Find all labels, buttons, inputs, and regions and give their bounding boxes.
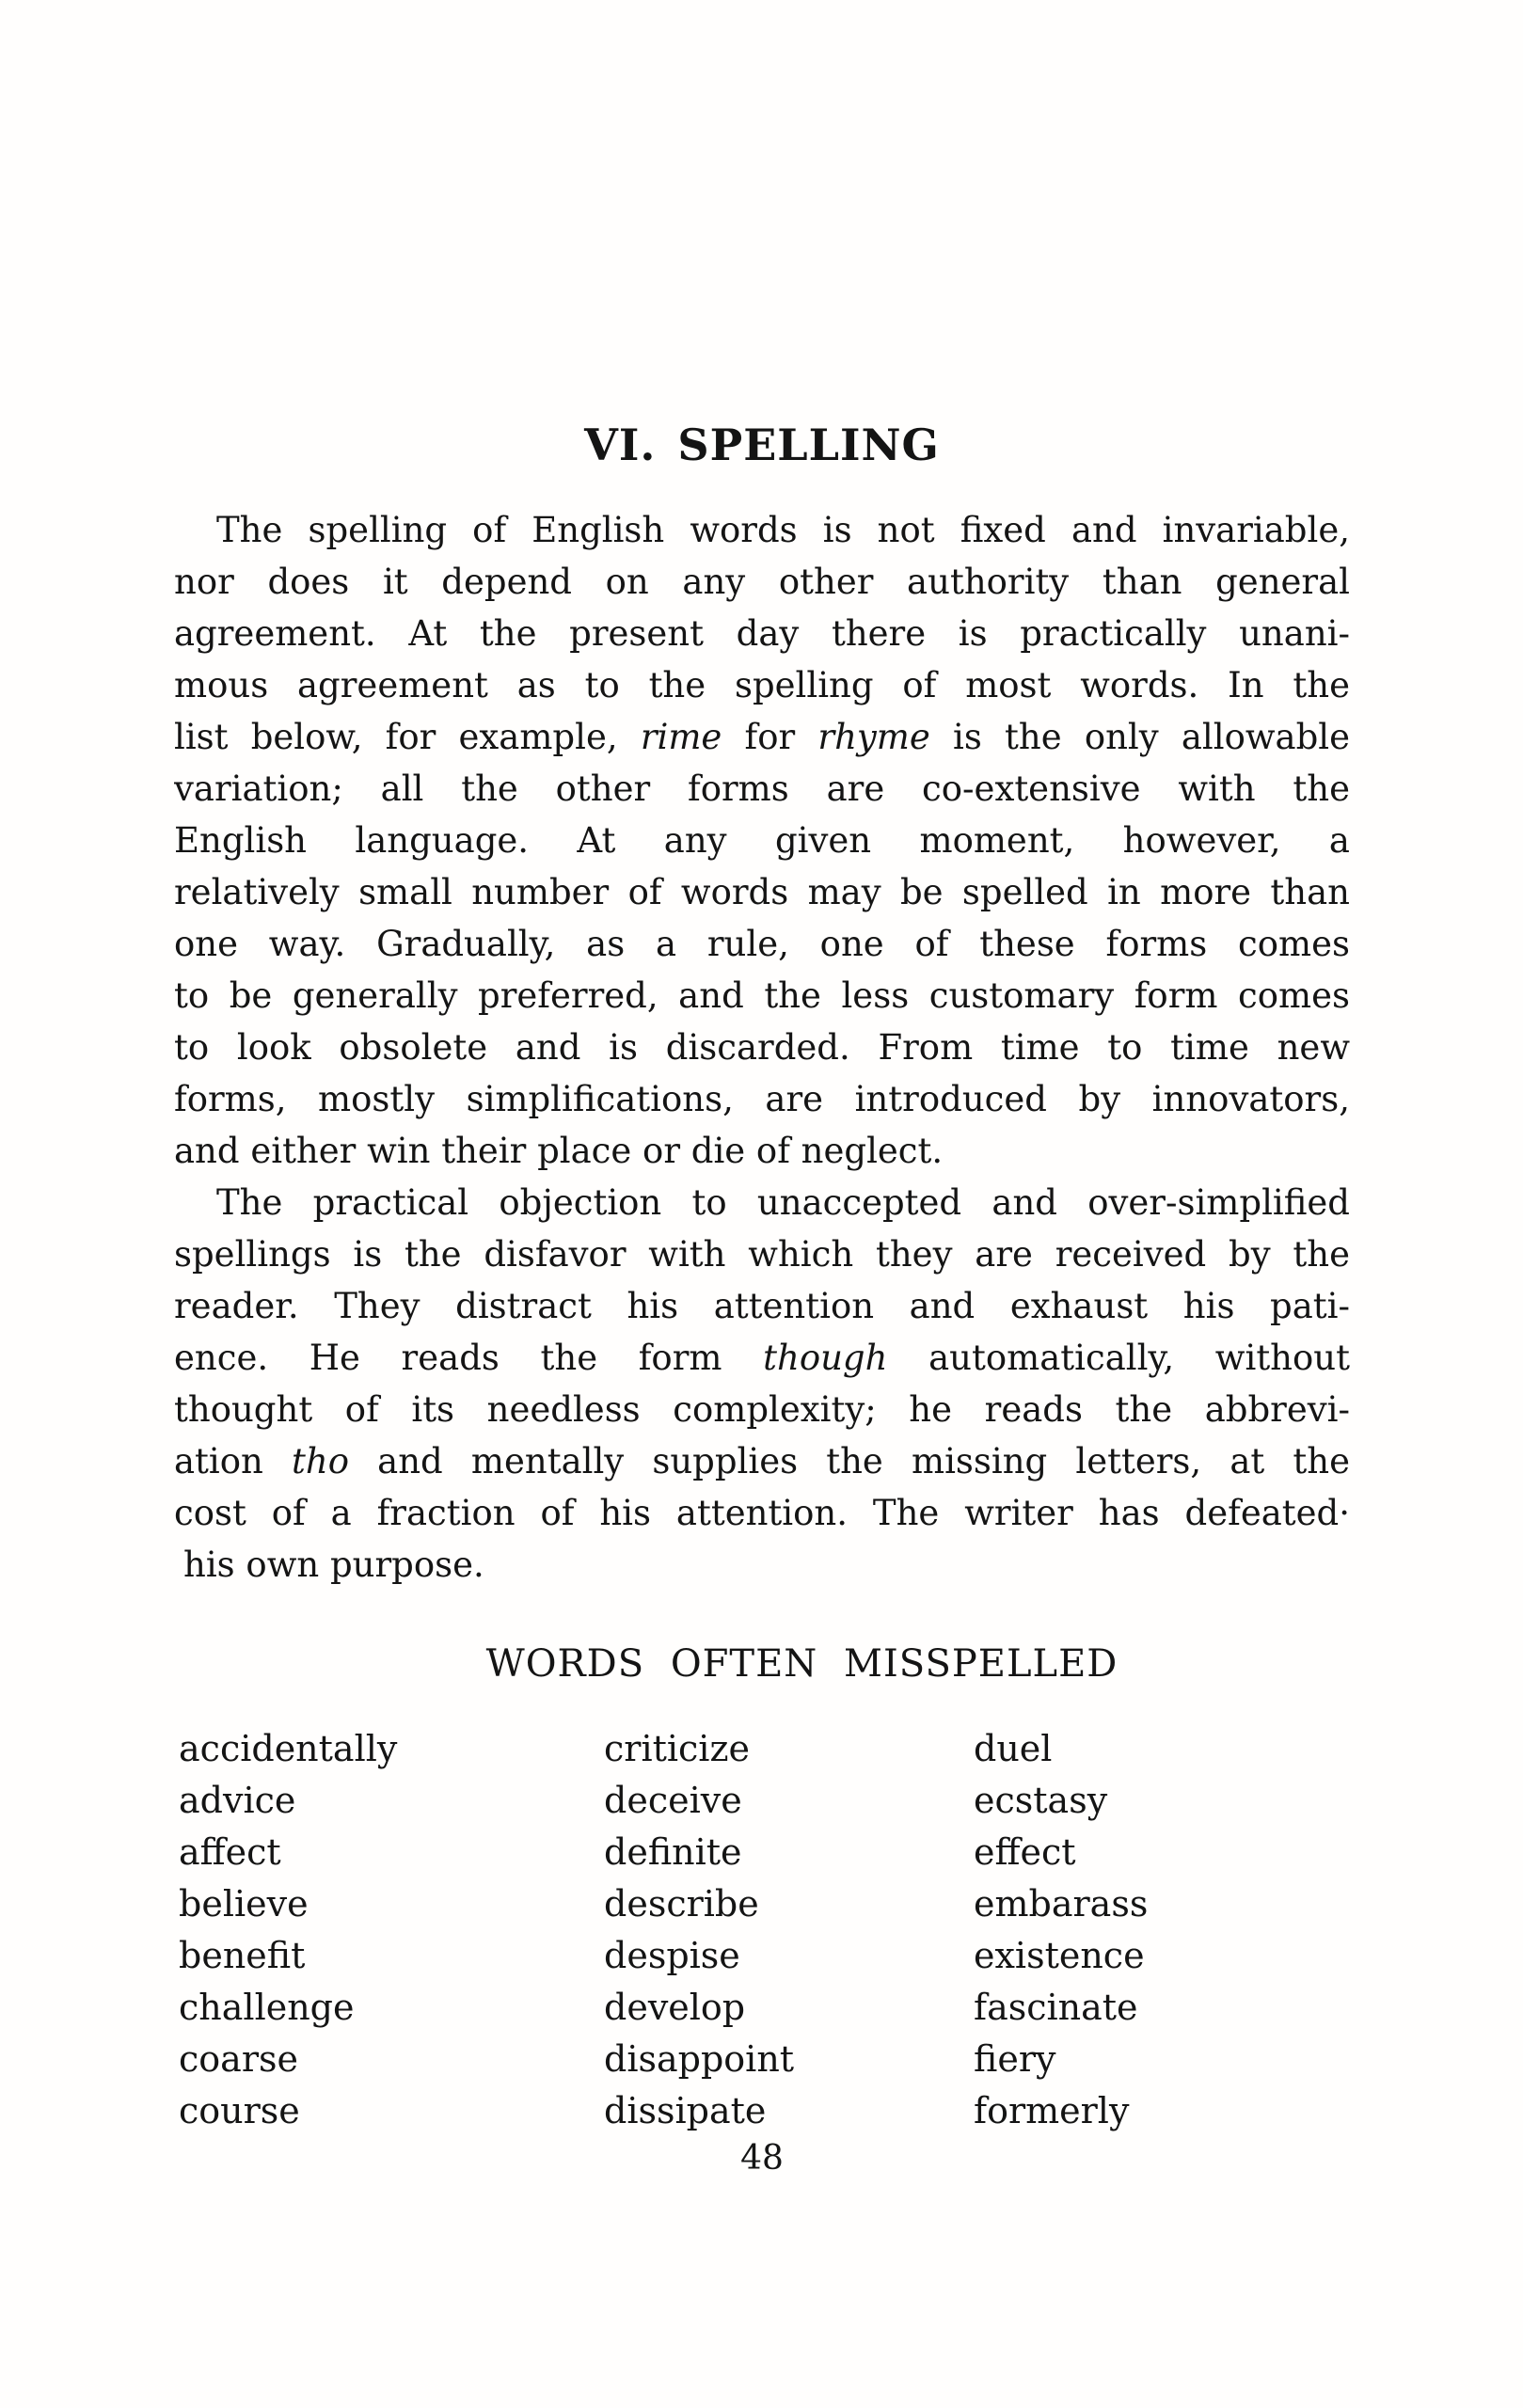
text-segment: list below, for example, [174, 717, 641, 757]
word-item: definite [604, 1831, 742, 1873]
text-line-with-italic [174, 1332, 1350, 1384]
text-segment: for [722, 717, 818, 757]
text-line: The practical objection to unaccepted and over-simplified [216, 1182, 1350, 1223]
text-line: mous agreement as to the spelling of most words. In the [174, 665, 1350, 705]
word-item: criticize [604, 1728, 750, 1769]
word-item: existence [974, 1935, 1145, 1976]
word-item: embarass [974, 1883, 1149, 1925]
word-item: deceive [604, 1780, 742, 1821]
text-line: thought of its needless complexity; he reads the abbrevi- [174, 1389, 1350, 1430]
text-line: forms, mostly simplifications, are introduced by innovators, [174, 1079, 1350, 1119]
italic-text-segment: rhyme [817, 717, 930, 757]
italic-text-segment: rime [640, 717, 722, 757]
word-item: disappoint [604, 2038, 795, 2080]
text-line-with-italic [174, 1435, 1350, 1487]
text-line: The spelling of English words is not fixed and invariable, [216, 510, 1350, 550]
word-item: dissipate [604, 2090, 767, 2131]
word-item: believe [179, 1883, 309, 1925]
word-item: accidentally [179, 1728, 398, 1769]
text-line: to be generally preferred, and the less customary form comes [174, 975, 1350, 1016]
text-line: nor does it depend on any other authority than general [174, 562, 1350, 602]
word-item: fiery [974, 2038, 1056, 2080]
page-number: 48 [740, 2139, 784, 2178]
text-line: spellings is the disfavor with which they are received by the [174, 1234, 1350, 1275]
text-line: English language. At any given moment, however, a [174, 820, 1350, 861]
words-misspelled-heading: WORDS OFTEN MISSPELLED [485, 1642, 1118, 1686]
text-segment: and mentally supplies the missing letters, at the [349, 1441, 1350, 1481]
page-content [174, 0, 1350, 2178]
text-segment: automatically, without [887, 1338, 1350, 1378]
text-segment: is the only allowable [929, 717, 1350, 757]
text-line: reader. They distract his attention and exhaust his pati- [174, 1286, 1350, 1326]
paragraph-1 [174, 504, 1350, 1177]
word-item: formerly [974, 2090, 1130, 2131]
word-item: develop [604, 1987, 746, 2028]
italic-text-segment: though [763, 1338, 888, 1378]
misspelled-words-list [174, 1723, 1350, 2137]
word-item: describe [604, 1883, 759, 1925]
paragraph-2 [174, 1177, 1350, 1591]
word-item: benefit [179, 1935, 306, 1976]
text-line: to look obsolete and is discarded. From time to time new [174, 1027, 1350, 1068]
text-line: his own purpose. [183, 1545, 484, 1585]
word-item: course [179, 2090, 300, 2131]
text-segment: ation [174, 1441, 293, 1481]
word-item: duel [974, 1728, 1053, 1769]
word-item: advice [179, 1780, 296, 1821]
word-item: despise [604, 1935, 740, 1976]
text-line-with-italic [174, 711, 1350, 763]
text-line: and either win their place or die of neglect. [174, 1131, 944, 1171]
word-item: fascinate [974, 1987, 1138, 2028]
text-segment: ence. He reads the form [174, 1338, 764, 1378]
text-line: relatively small number of words may be spelled in more than [174, 872, 1350, 912]
word-item: affect [179, 1831, 281, 1873]
text-line: one way. Gradually, as a rule, one of these forms comes [174, 924, 1350, 964]
text-line: agreement. At the present day there is practically unani- [174, 613, 1350, 654]
word-item: ecstasy [974, 1780, 1108, 1821]
word-item: challenge [179, 1987, 355, 2028]
word-item: coarse [179, 2038, 298, 2080]
text-line: cost of a fraction of his attention. The writer has defeated· [174, 1493, 1350, 1533]
chapter-title: VI. SPELLING [584, 420, 940, 470]
italic-text-segment: tho [292, 1441, 350, 1481]
word-item: effect [974, 1831, 1076, 1873]
text-line: variation; all the other forms are co-extensive with the [174, 768, 1350, 809]
